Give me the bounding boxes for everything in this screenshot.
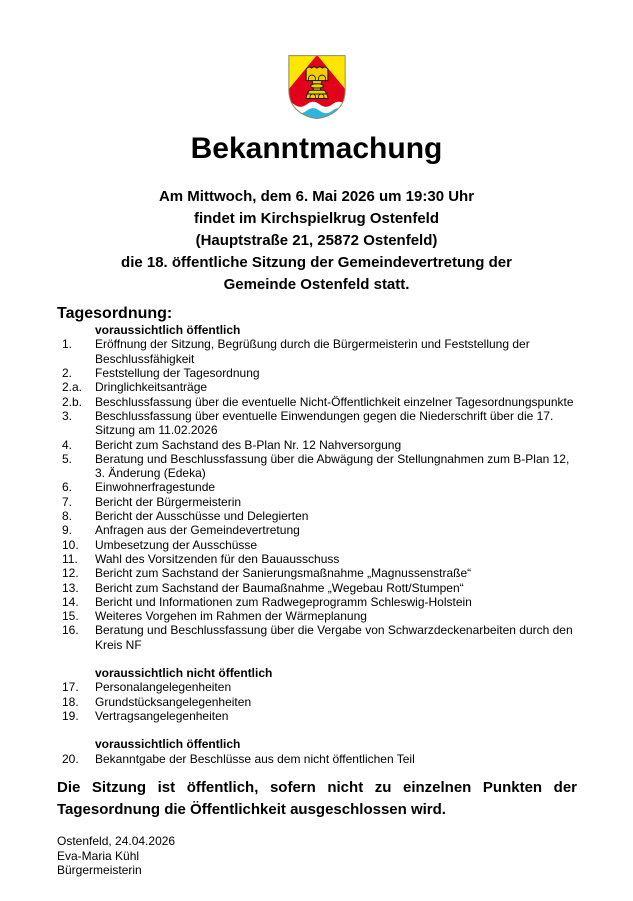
- agenda-section-label: voraussichtlich öffentlich: [95, 737, 241, 752]
- signer-role: Bürgermeisterin: [57, 863, 142, 878]
- agenda-item-number: 14.: [62, 594, 79, 609]
- agenda-item-number: 1.: [62, 337, 73, 352]
- agenda-item-text: Personalangelegenheiten: [95, 680, 232, 695]
- agenda-item-text: Eröffnung der Sitzung, Begrüßung durch die Bürgermeisterin und Feststellung der Beschlussfähigkeit: [95, 337, 530, 366]
- agenda-item: [57, 366, 577, 380]
- document-body: [57, 304, 577, 878]
- agenda-item-number: 18.: [62, 694, 79, 709]
- agenda-item-text: Bericht zum Sachstand der Baumaßnahme „Wegebau Rott/Stumpen“: [95, 580, 464, 595]
- agenda-item: [57, 409, 577, 438]
- agenda-item-number: 16.: [62, 623, 79, 638]
- agenda-section-non-public: [57, 666, 577, 723]
- agenda-item: [57, 523, 577, 537]
- place-and-date: Ostenfeld, 24.04.2026: [57, 833, 176, 848]
- agenda-item: [57, 452, 577, 481]
- agenda-item-number: 9.: [62, 523, 73, 538]
- agenda-item-text: Vertragsangelegenheiten: [95, 708, 229, 723]
- agenda-item-text: Wahl des Vorsitzenden für den Bauausschuss: [95, 551, 340, 566]
- intro-line: (Hauptstraße 21, 25872 Ostenfeld): [195, 232, 438, 249]
- agenda-item-text: Bericht zum Sachstand des B-Plan Nr. 12 Nahversorgung: [95, 437, 402, 452]
- agenda-item-text: Grundstücksangelegenheiten: [95, 694, 252, 709]
- intro-line: Gemeinde Ostenfeld statt.: [223, 276, 410, 293]
- agenda-item: [57, 495, 577, 509]
- agenda-item-text: Anfragen aus der Gemeindevertretung: [95, 523, 300, 538]
- agenda-item-text: Beschlussfassung über die eventuelle Nicht-Öffentlichkeit einzelner Tagesordnungspunkte: [95, 394, 574, 409]
- signature-block: [57, 834, 577, 878]
- agenda-item-text: Bekanntgabe der Beschlüsse aus dem nicht öffentlichen Teil: [95, 751, 415, 766]
- ostenfeld-coat-of-arms-icon: [285, 53, 349, 121]
- agenda-item-number: 2.b.: [62, 394, 83, 409]
- agenda-item: [57, 595, 577, 609]
- agenda-item-number: 19.: [62, 708, 79, 723]
- public-session-notice: Die Sitzung ist öffentlich, sofern nicht zu einzelnen Punkten der Tagesordnung die Öffentlichkeit ausgeschlossen wird.: [57, 778, 577, 818]
- agenda-item-number: 6.: [62, 480, 73, 495]
- agenda-item-number: 12.: [62, 566, 79, 581]
- agenda-item: [57, 566, 577, 580]
- signer-name: Eva-Maria Kühl: [57, 848, 140, 863]
- agenda-item-text: Umbesetzung der Ausschüsse: [95, 537, 258, 552]
- agenda-item-number: 5.: [62, 451, 73, 466]
- agenda-section-label: voraussichtlich nicht öffentlich: [95, 666, 273, 681]
- agenda-item-number: 2.a.: [62, 380, 83, 395]
- agenda-item-number: 15.: [62, 609, 79, 624]
- agenda-item: [57, 538, 577, 552]
- page-title: Bekanntmachung: [190, 132, 443, 165]
- agenda-item-text: Beratung und Beschlussfassung über die Abwägung der Stellungnahmen zum B-Plan 12, 3. Änderung (Edeka): [95, 451, 570, 481]
- agenda-section-public-2: [57, 737, 577, 766]
- agenda-item-text: Bericht der Bürgermeisterin: [95, 494, 242, 509]
- agenda-item: [57, 395, 577, 409]
- agenda-item-number: 3.: [62, 408, 73, 423]
- agenda-item-text: Bericht der Ausschüsse und Delegierten: [95, 509, 309, 524]
- agenda-item-number: 11.: [62, 551, 78, 566]
- agenda-item-number: 17.: [62, 680, 79, 695]
- agenda-item: [57, 380, 577, 394]
- agenda-item: [57, 680, 577, 694]
- agenda-item-text: Dringlichkeitsanträge: [95, 380, 208, 395]
- agenda-heading: Tagesordnung:: [57, 305, 173, 322]
- agenda-item-text: Feststellung der Tagesordnung: [95, 366, 260, 381]
- agenda-item: [57, 752, 577, 766]
- intro-line: Am Mittwoch, dem 6. Mai 2026 um 19:30 Uhr: [158, 188, 475, 205]
- intro-line: die 18. öffentliche Sitzung der Gemeindevertretung der: [121, 254, 512, 271]
- agenda-item-text: Beratung und Beschlussfassung über die Vergabe von Schwarzdeckenarbeiten durch den Kreis NF: [95, 623, 573, 652]
- agenda-section-public: [57, 323, 577, 652]
- meeting-intro: [0, 186, 633, 296]
- agenda-item: [57, 552, 577, 566]
- agenda-item: [57, 623, 577, 652]
- agenda-item: [57, 337, 577, 366]
- agenda-item-number: 13.: [62, 580, 79, 595]
- agenda-item-number: 8.: [62, 509, 73, 524]
- agenda-item-text: Beschlussfassung über eventuelle Einwendungen gegen die Niederschrift über die 17. Sitzung am 11.02.2026: [95, 408, 554, 438]
- agenda-item: [57, 480, 577, 494]
- agenda-list: [57, 323, 577, 766]
- agenda-item: [57, 509, 577, 523]
- agenda-item-text: Bericht und Informationen zum Radwegeprogramm Schleswig-Holstein: [95, 594, 472, 609]
- agenda-item-text: Bericht zum Sachstand der Sanierungsmaßnahme „Magnussenstraße“: [95, 566, 472, 581]
- agenda-item-text: Einwohnerfragestunde: [95, 480, 216, 495]
- agenda-item: [57, 581, 577, 595]
- agenda-item: [57, 609, 577, 623]
- agenda-item-number: 2.: [62, 366, 73, 381]
- agenda-item: [57, 438, 577, 452]
- intro-line: findet im Kirchspielkrug Ostenfeld: [193, 210, 440, 227]
- agenda-item-number: 7.: [62, 494, 73, 509]
- agenda-item-text: Weiteres Vorgehen im Rahmen der Wärmeplanung: [95, 609, 367, 624]
- agenda-section-label: voraussichtlich öffentlich: [95, 323, 241, 338]
- agenda-item-number: 4.: [62, 437, 73, 452]
- agenda-item-number: 10.: [62, 537, 79, 552]
- agenda-item: [57, 695, 577, 709]
- agenda-item: [57, 709, 577, 723]
- agenda-item-number: 20.: [62, 751, 79, 766]
